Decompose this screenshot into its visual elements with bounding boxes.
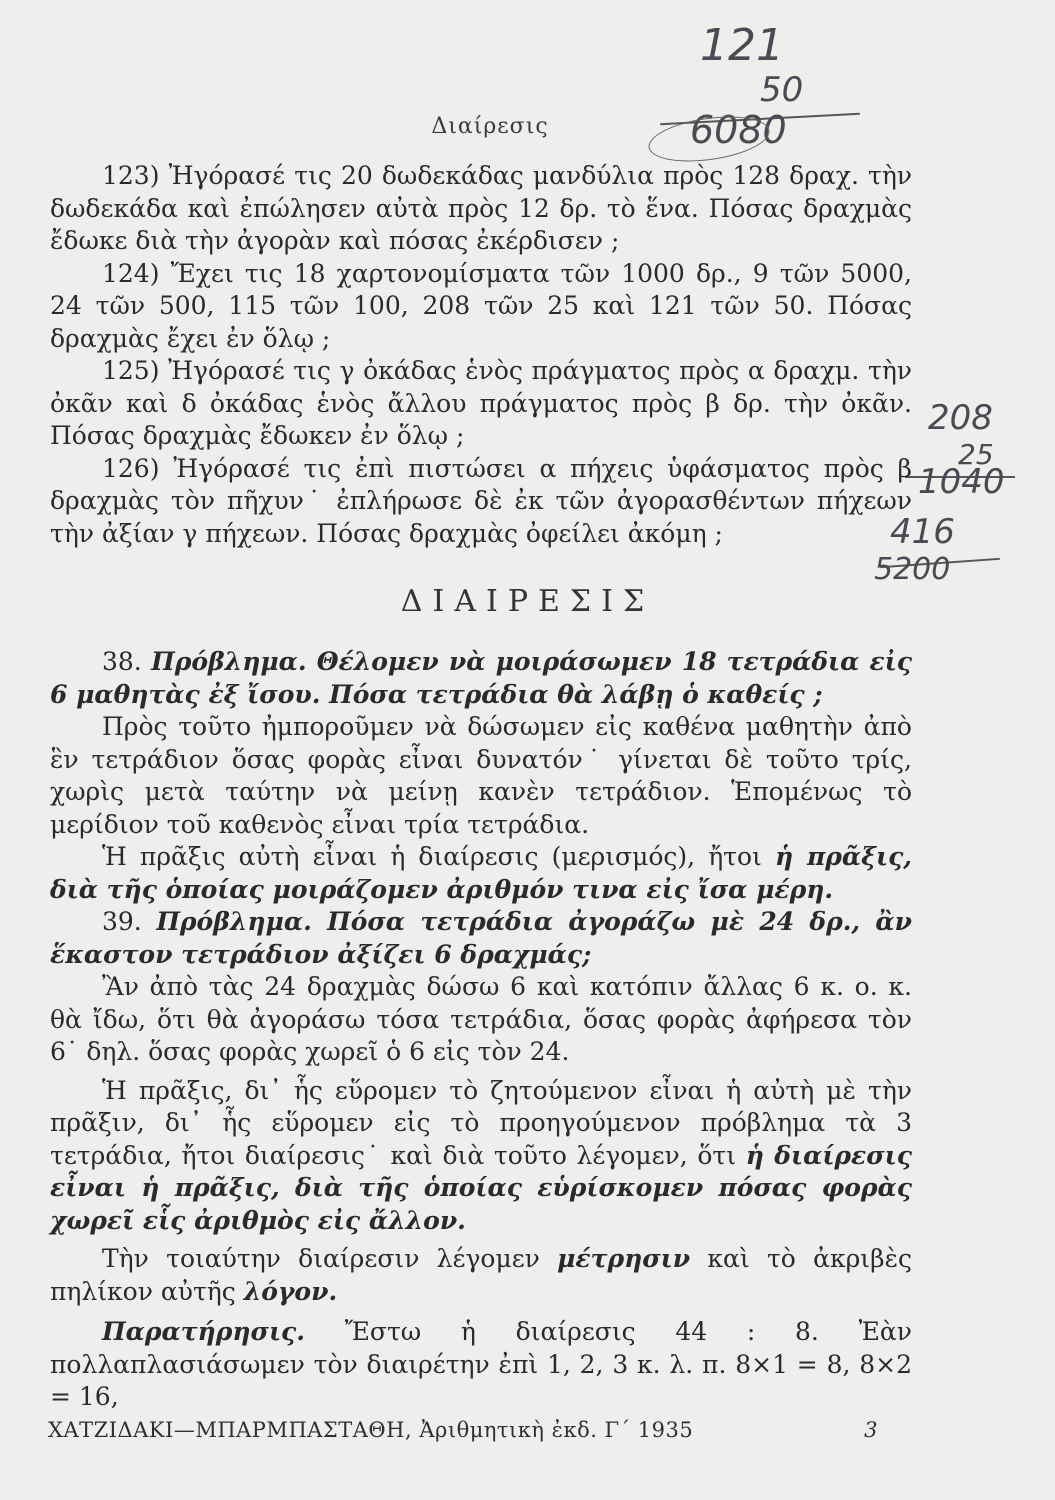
term-logos: λόγον. <box>243 1276 338 1306</box>
annotation-5200: 5200 <box>874 552 951 587</box>
problem-question: Πρόβλημα. Θέλομεν νὰ μοιράσωμεν 18 τετράδια εἰς 6 μαθητὰς ἐξ ἴσου. Πόσα τετράδια θὰ λάβῃ ὁ καθείς ; <box>50 647 912 709</box>
term-metrisis: μέτρησιν <box>557 1244 691 1273</box>
problem-125 <box>50 355 912 453</box>
annotation-121: 121 <box>700 20 784 71</box>
annotation-1040: 1040 <box>918 462 1005 502</box>
problem-39 <box>50 906 912 971</box>
annotation-25: 25 <box>958 438 994 471</box>
annotation-208: 208 <box>928 398 993 438</box>
division-section <box>50 646 912 1414</box>
problem-number: 123) <box>102 161 160 190</box>
problem-123 <box>50 160 912 258</box>
section-title: ΔΙΑΙΡΕΣΙΣ <box>400 584 655 619</box>
definition-partition <box>50 841 912 906</box>
footer-imprint: ΧΑΤΖΙΔΑΚΙ—ΜΠΑΡΜΠΑΣΤΑΘΗ, Ἀριθμητικὴ ἐκδ. Γ´ 1935 <box>48 1418 694 1442</box>
definition-measurement <box>50 1075 912 1238</box>
problem-text: Ἠγόρασέ τις γ ὀκάδας ἑνὸς πράγματος πρὸς α δραχμ. τὴν ὀκᾶν καὶ δ ὀκάδας ἑνὸς ἄλλου πράγματος πρὸς β δρ. τὴν ὀκᾶν. Πόσας δραχμὰς ἔδωκεν ἐν ὅλῳ ; <box>50 356 912 450</box>
annotation-50: 50 <box>760 70 804 110</box>
problem-text: Ἔχει τις 18 χαρτονομίσματα τῶν 1000 δρ., 9 τῶν 5000, 24 τῶν 500, 115 τῶν 100, 208 τῶν 25 καὶ 121 τῶν 50. Πόσας δραχμὰς ἔχει ἐν ὅλῳ ; <box>50 258 912 353</box>
definition-bold: ἡ πρᾶξις, διὰ τῆς ὁποίας μοιράζομεν ἀριθμόν τινα εἰς ἴσα μέρη. <box>50 842 912 904</box>
problem-number: 124) <box>102 258 160 288</box>
annotation-416: 416 <box>890 512 955 552</box>
page-footer <box>48 1418 878 1442</box>
problem-number: 125) <box>102 356 160 385</box>
problem-126 <box>50 453 912 551</box>
problem-question: Πρόβλημα. Πόσα τετράδια ἀγοράζω μὲ 24 δρ., ἂν ἕκαστον τετράδιον ἀξίζει 6 δραχμάς; <box>50 907 913 969</box>
problem-number: 38. <box>102 647 142 676</box>
definition-text: Ἡ πρᾶξις, δι᾽ ἧς εὕρομεν τὸ ζητούμενον εἶναι ἡ αὐτὴ μὲ τὴν πρᾶξιν, δι᾽ ἧς εὕρομεν εἰς τὸ προηγούμενον πρόβλημα τὰ 3 τετράδια, ἤτοι διαίρεσις˙ καὶ διὰ τοῦτο λέγομεν, ὅτι <box>50 1075 912 1170</box>
remark <box>50 1316 912 1414</box>
problem-38-answer: Πρὸς τοῦτο ἠμποροῦμεν νὰ δώσωμεν εἰς καθένα μαθητὴν ἀπὸ ἓν τετράδιον ὅσας φορὰς εἶναι δυνατόν˙ γίνεται δὲ τοῦτο τρίς, χωρὶς μετὰ ταύτην νὰ μείνῃ κανὲν τετράδιον. Ἑπομένως τὸ μερίδιον τοῦ καθενὸς εἶναι τρία τετράδια. <box>50 712 912 839</box>
note-text: καὶ τὸ ἀκριβὲς πηλίκον αὐτῆς <box>50 1244 912 1306</box>
problem-text: Ἠγόρασέ τις 20 δωδεκάδας μανδύλια πρὸς 128 δραχ. τὴν δωδεκάδα καὶ ἐπώλησεν αὐτὰ πρὸς 12 δρ. τὸ ἕνα. Πόσας δραχμὰς ἔδωκε διὰ τὴν ἀγορὰν καὶ πόσας ἐκέρδισεν ; <box>50 161 912 255</box>
problem-39-answer: Ἂν ἀπὸ τὰς 24 δραχμὰς δώσω 6 καὶ κατόπιν ἄλλας 6 κ. ο. κ. θὰ ἴδω, ὅτι θὰ ἀγοράσω τόσα τετράδια, ὅσας φορὰς ἀφήρεσα τὸν 6˙ δηλ. ὅσας φορὰς χωρεῖ ὁ 6 εἰς τὸν 24. <box>50 972 912 1066</box>
running-title: Διαίρεσις <box>431 114 549 139</box>
measurement-note <box>50 1243 912 1308</box>
definition-bold: ἡ διαίρεσις εἶναι ἡ πρᾶξις, διὰ τῆς ὁποίας εὑρίσκομεν πόσας φορὰς χωρεῖ εἷς ἀριθμὸς εἰς ἄλλον. <box>50 1140 912 1235</box>
problem-number: 126) <box>102 453 160 483</box>
remark-text: Ἔστω ἡ διαίρεσις 44 : 8. Ἐὰν πολλαπλασιάσωμεν τὸν διαιρέτην ἐπὶ 1, 2, 3 κ. λ. π. 8×1 = 8, 8×2 = 16, <box>50 1317 912 1411</box>
problem-number: 39. <box>102 907 142 936</box>
problems-block <box>50 160 912 550</box>
problem-38 <box>50 646 912 711</box>
remark-label: Παρατήρησις. <box>102 1317 305 1346</box>
page-number: 3 <box>864 1418 878 1442</box>
problem-text: Ἠγόρασέ τις ἐπὶ πιστώσει α πήχεις ὑφάσματος πρὸς β δραχμὰς τὸν πῆχυν˙ ἐπλήρωσε δὲ ἐκ τῶν ἀγορασθέντων πήχεων τὴν ἀξίαν γ πήχεων. Πόσας δραχμὰς ὀφείλει ἀκόμη ; <box>50 453 912 548</box>
problem-124 <box>50 258 912 356</box>
note-text: Τὴν τοιαύτην διαίρεσιν λέγομεν <box>102 1244 558 1273</box>
definition-text: Ἡ πρᾶξις αὐτὴ εἶναι ἡ διαίρεσις (μερισμός), ἤτοι <box>102 842 775 871</box>
annotation-6080: 6080 <box>690 108 787 152</box>
